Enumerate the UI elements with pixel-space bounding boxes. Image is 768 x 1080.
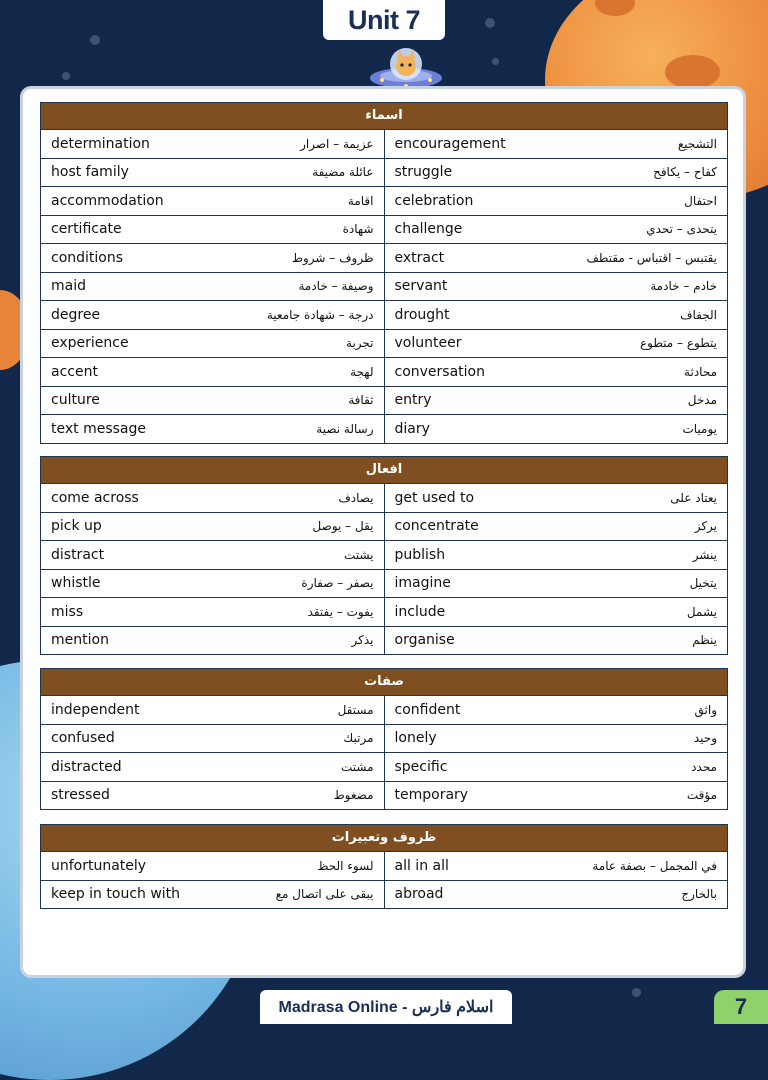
arabic-translation: الجفاف (680, 307, 717, 322)
english-word: distract (51, 546, 105, 563)
english-word: conversation (394, 363, 485, 380)
vocab-cell (41, 273, 384, 301)
star-decoration (485, 18, 495, 28)
arabic-translation: درجة – شهادة جامعية (266, 307, 374, 322)
arabic-translation: مشتت (340, 759, 374, 774)
footer-credit: Madrasa Online - اسلام فارس (260, 990, 512, 1024)
table-row (41, 158, 727, 187)
arabic-translation: واثق (694, 702, 717, 717)
english-word: concentrate (394, 518, 479, 535)
english-word: stressed (51, 787, 110, 804)
vocab-cell (384, 130, 728, 158)
arabic-translation: يقل – يوصل (312, 519, 374, 534)
vocab-cell (384, 513, 728, 541)
table-row (41, 215, 727, 244)
english-word: specific (394, 758, 448, 775)
vocab-cell (384, 696, 728, 724)
english-word: unfortunately (51, 857, 147, 874)
arabic-translation: محدد (691, 759, 717, 774)
english-word: challenge (394, 221, 463, 238)
verbs-section (40, 456, 728, 655)
arabic-translation: شهادة (342, 222, 374, 237)
unit-title: Unit 7 (323, 0, 445, 40)
arabic-translation: كفاح – يكافح (653, 165, 717, 180)
adjectives-section (40, 668, 728, 810)
vocab-cell (41, 570, 384, 598)
vocab-cell (384, 358, 728, 386)
cat-ufo-icon (368, 42, 444, 90)
vocab-cell (41, 782, 384, 810)
english-word: certificate (51, 221, 122, 238)
english-word: publish (394, 546, 446, 563)
table-row (41, 781, 727, 810)
vocab-cell (384, 273, 728, 301)
star-decoration (62, 72, 70, 80)
vocab-cell (41, 130, 384, 158)
vocab-cell (41, 696, 384, 724)
table-row (41, 626, 727, 655)
arabic-translation: لهجة (350, 364, 374, 379)
english-word: all in all (394, 857, 449, 874)
arabic-translation: مدخل (687, 393, 717, 408)
arabic-translation: خادم – خادمة (650, 279, 717, 294)
table-row (41, 880, 727, 909)
nouns-section (40, 102, 728, 444)
table-row (41, 752, 727, 781)
english-word: organise (394, 632, 455, 649)
star-decoration (90, 35, 100, 45)
arabic-translation: عائلة مضيفة (312, 165, 374, 180)
english-word: abroad (394, 886, 444, 903)
english-word: extract (394, 249, 445, 266)
arabic-translation: احتفال (684, 193, 717, 208)
vocab-cell (384, 570, 728, 598)
vocab-cell (384, 216, 728, 244)
vocab-cell (384, 725, 728, 753)
vocab-cell (41, 852, 384, 880)
arabic-translation: مرتبك (343, 731, 374, 746)
expressions-section (40, 824, 728, 909)
english-word: host family (51, 164, 129, 181)
vocab-cell (384, 244, 728, 272)
vocab-cell (384, 484, 728, 512)
arabic-translation: يعتاد على (670, 490, 717, 505)
arabic-translation: يفوت – يفتقد (307, 604, 374, 619)
arabic-translation: يصفر – صفارة (301, 576, 374, 591)
arabic-translation: مضغوط (333, 788, 374, 803)
vocab-cell (384, 852, 728, 880)
arabic-translation: في المجمل – بصفة عامة (592, 858, 717, 873)
vocab-cell (384, 782, 728, 810)
vocab-cell (41, 216, 384, 244)
vocab-cell (41, 627, 384, 655)
arabic-translation: وصيفة – خادمة (298, 279, 374, 294)
arabic-translation: يبقى على اتصال مع (275, 887, 374, 902)
english-word: culture (51, 392, 100, 409)
english-word: servant (394, 278, 448, 295)
vocab-cell (384, 753, 728, 781)
english-word: text message (51, 420, 146, 437)
vocab-cell (384, 387, 728, 415)
english-word: distracted (51, 758, 122, 775)
section-title: اسماء (41, 103, 727, 129)
table-row (41, 300, 727, 329)
section-title: افعال (41, 457, 727, 483)
arabic-translation: التشجيع (677, 136, 717, 151)
table-row (41, 695, 727, 724)
english-word: independent (51, 701, 140, 718)
arabic-translation: اقامة (347, 193, 374, 208)
english-word: get used to (394, 489, 475, 506)
arabic-translation: يوميات (682, 421, 717, 436)
table-row (41, 386, 727, 415)
vocab-cell (384, 301, 728, 329)
english-word: encouragement (394, 135, 506, 152)
vocab-cell (41, 598, 384, 626)
table-row (41, 483, 727, 512)
english-word: maid (51, 278, 86, 295)
vocab-cell (41, 541, 384, 569)
table-row (41, 851, 727, 880)
english-word: confused (51, 730, 115, 747)
table-row (41, 512, 727, 541)
table-row (41, 329, 727, 358)
arabic-translation: ينشر (692, 547, 717, 562)
vocab-cell (41, 387, 384, 415)
arabic-translation: وحيد (693, 731, 717, 746)
english-word: drought (394, 306, 450, 323)
arabic-translation: لسوء الحظ (317, 858, 374, 873)
english-word: struggle (394, 164, 453, 181)
arabic-translation: مؤقت (686, 788, 717, 803)
english-word: determination (51, 135, 150, 152)
english-word: miss (51, 603, 84, 620)
vocab-cell (384, 598, 728, 626)
arabic-translation: بالخارج (681, 887, 717, 902)
vocab-cell (41, 330, 384, 358)
arabic-translation: يركز (694, 519, 717, 534)
vocab-cell (384, 159, 728, 187)
english-word: accommodation (51, 192, 164, 209)
arabic-translation: رسالة نصية (316, 421, 374, 436)
vocab-cell (384, 881, 728, 909)
vocab-cell (41, 881, 384, 909)
english-word: come across (51, 489, 139, 506)
vocab-cell (41, 358, 384, 386)
english-word: diary (394, 420, 430, 437)
section-title: ظروف وتعبيرات (41, 825, 727, 851)
star-decoration (632, 988, 641, 997)
vocab-cell (41, 187, 384, 215)
english-word: degree (51, 306, 101, 323)
english-word: conditions (51, 249, 124, 266)
table-row (41, 243, 727, 272)
arabic-translation: تجربة (346, 336, 374, 351)
arabic-translation: يتخيل (689, 576, 717, 591)
table-row (41, 724, 727, 753)
vocab-cell (41, 484, 384, 512)
arabic-translation: يقتبس – اقتباس - مقتطف (586, 250, 717, 265)
arabic-translation: ينظم (692, 633, 717, 648)
vocab-cell (41, 244, 384, 272)
vocab-cell (41, 725, 384, 753)
section-title: صفات (41, 669, 727, 695)
vocab-cell (384, 541, 728, 569)
english-word: accent (51, 363, 98, 380)
english-word: confident (394, 701, 461, 718)
star-decoration (492, 58, 499, 65)
table-row (41, 357, 727, 386)
english-word: celebration (394, 192, 474, 209)
english-word: lonely (394, 730, 437, 747)
table-row (41, 186, 727, 215)
arabic-translation: عزيمة – اصرار (300, 136, 374, 151)
vocab-cell (41, 301, 384, 329)
arabic-translation: مستقل (337, 702, 374, 717)
english-word: temporary (394, 787, 469, 804)
table-row (41, 597, 727, 626)
arabic-translation: يتحدى – تحدي (646, 222, 717, 237)
english-word: volunteer (394, 335, 462, 352)
arabic-translation: محادثة (684, 364, 717, 379)
vocab-cell (41, 159, 384, 187)
arabic-translation: يشمل (686, 604, 717, 619)
arabic-translation: ظروف – شروط (291, 250, 374, 265)
vocab-cell (384, 330, 728, 358)
table-row (41, 129, 727, 158)
english-word: entry (394, 392, 432, 409)
vocab-cell (41, 513, 384, 541)
table-row (41, 569, 727, 598)
arabic-translation: يتطوع – متطوع (639, 336, 717, 351)
table-row (41, 414, 727, 443)
english-word: imagine (394, 575, 451, 592)
arabic-translation: يذكر (351, 633, 374, 648)
english-word: mention (51, 632, 109, 649)
table-row (41, 540, 727, 569)
english-word: experience (51, 335, 129, 352)
page-number: 7 (714, 990, 768, 1024)
arabic-translation: يصادف (338, 490, 374, 505)
arabic-translation: ثقافة (348, 393, 374, 408)
vocab-cell (384, 187, 728, 215)
english-word: pick up (51, 518, 102, 535)
english-word: include (394, 603, 446, 620)
arabic-translation: يشتت (344, 547, 374, 562)
english-word: whistle (51, 575, 101, 592)
english-word: keep in touch with (51, 886, 181, 903)
table-row (41, 272, 727, 301)
vocab-cell (384, 627, 728, 655)
vocab-cell (41, 753, 384, 781)
vocab-cell (41, 415, 384, 443)
vocab-cell (384, 415, 728, 443)
